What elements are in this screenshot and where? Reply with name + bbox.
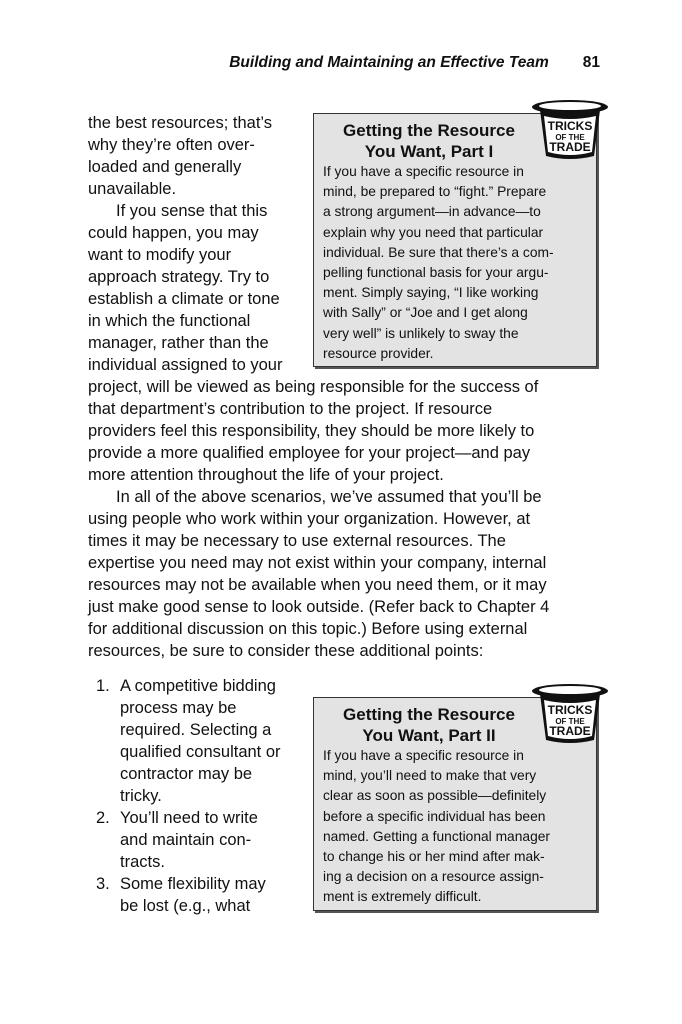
box-line: resource provider. — [323, 345, 434, 361]
tricks-of-the-trade-hat-icon — [528, 682, 612, 748]
list-number: 3. — [96, 875, 110, 893]
box-line: ing a decision on a resource assign- — [323, 869, 544, 885]
body-line: approach strategy. Try to — [88, 268, 270, 286]
list-item-line: A competitive bidding — [120, 677, 276, 695]
body-line: resources may not be available when you need them, or it may — [88, 576, 547, 594]
box-title — [320, 704, 538, 746]
box-title-line: You Want, Part II — [362, 726, 496, 745]
box-line: clear as soon as possible—definitely — [323, 788, 547, 804]
body-line: individual assigned to your — [88, 356, 283, 374]
body-line: using people who work within your organization. However, at — [88, 510, 531, 528]
body-line: If you sense that this — [116, 202, 268, 220]
body-line: could happen, you may — [88, 224, 259, 242]
box-line: mind, you’ll need to make that very — [323, 768, 537, 784]
box-line: ment is extremely difficult. — [323, 889, 482, 905]
hat-badge-line: TRADE — [549, 724, 591, 738]
list-item-line: be lost (e.g., what — [120, 897, 251, 915]
tricks-of-the-trade-hat-icon — [528, 98, 612, 164]
box-line: If you have a specific resource in — [323, 164, 524, 179]
box-line: ment. Simply saying, “I like working — [323, 285, 539, 301]
list-item-line: tricky. — [120, 787, 162, 805]
box-line: mind, be prepared to “fight.” Prepare — [323, 184, 547, 200]
list-item-line: required. Selecting a — [120, 721, 272, 739]
list-item-line: and maintain con- — [120, 831, 252, 849]
box-line: individual. Be sure that there’s a com- — [323, 244, 554, 260]
box-body — [323, 162, 554, 364]
list-item-line: You’ll need to write — [120, 809, 258, 827]
hat-badge-line: TRADE — [549, 140, 591, 154]
body-line: resources, be sure to consider these additional points: — [88, 642, 484, 660]
body-line: in which the functional — [88, 312, 251, 330]
hat-badge-line: TRICKS — [547, 703, 593, 717]
page-number: 81 — [582, 54, 600, 71]
box-line: a strong argument—in advance—to — [323, 204, 541, 220]
box-title-line: Getting the Resource — [343, 121, 515, 140]
body-line: manager, rather than the — [88, 334, 269, 352]
list-item-line: qualified consultant or — [120, 743, 281, 761]
box-line: with Sally” or “Joe and I get along — [323, 305, 528, 321]
box-line: before a specific individual has been — [323, 808, 546, 824]
box-line: explain why you need that particular — [323, 224, 544, 240]
running-header — [0, 54, 600, 72]
list-item-line: Some flexibility may — [120, 875, 266, 893]
list-item-line: contractor may be — [120, 765, 253, 783]
body-line: establish a climate or tone — [88, 290, 280, 308]
body-line: expertise you need may not exist within your company, internal — [88, 554, 547, 572]
hat-badge-line: OF THE — [555, 717, 585, 726]
list-number: 1. — [96, 677, 110, 695]
body-line: providers feel this responsibility, they should be more likely to — [88, 422, 535, 440]
box-title — [320, 120, 538, 162]
list-item-line: tracts. — [120, 853, 165, 871]
list-number: 2. — [96, 809, 110, 827]
body-line: for additional discussion on this topic.) Before using external — [88, 620, 528, 638]
body-line: project, will be viewed as being responsible for the success of — [88, 378, 539, 396]
box-body — [323, 746, 550, 908]
list-item-line: process may be — [120, 699, 237, 717]
box-line: named. Getting a functional manager — [323, 828, 551, 844]
body-line: just make good sense to look outside. (Refer back to Chapter 4 — [88, 598, 550, 616]
body-line: why they’re often over- — [88, 136, 255, 154]
hat-badge-line: OF THE — [555, 133, 585, 142]
body-line: want to modify your — [88, 246, 232, 264]
body-line: In all of the above scenarios, we’ve assumed that you’ll be — [116, 488, 542, 506]
box-title-line: Getting the Resource — [343, 705, 515, 724]
body-line: loaded and generally — [88, 158, 242, 176]
body-line: unavailable. — [88, 180, 177, 198]
box-line: If you have a specific resource in — [323, 748, 524, 763]
numbered-list — [96, 675, 306, 925]
box-line: very well” is unlikely to sway the — [323, 325, 519, 341]
body-line: the best resources; that’s — [88, 114, 273, 132]
header-title: Building and Maintaining an Effective Team — [229, 54, 549, 71]
box-title-line: You Want, Part I — [364, 142, 494, 161]
box-line: pelling functional basis for your argu- — [323, 265, 549, 281]
body-line: provide a more qualified employee for your project—and pay — [88, 444, 531, 462]
hat-badge-line: TRICKS — [547, 119, 593, 133]
box-line: to change his or her mind after mak- — [323, 849, 545, 865]
body-line: that department’s contribution to the project. If resource — [88, 400, 493, 418]
body-line: more attention throughout the life of your project. — [88, 466, 444, 484]
body-line: times it may be necessary to use external resources. The — [88, 532, 506, 550]
